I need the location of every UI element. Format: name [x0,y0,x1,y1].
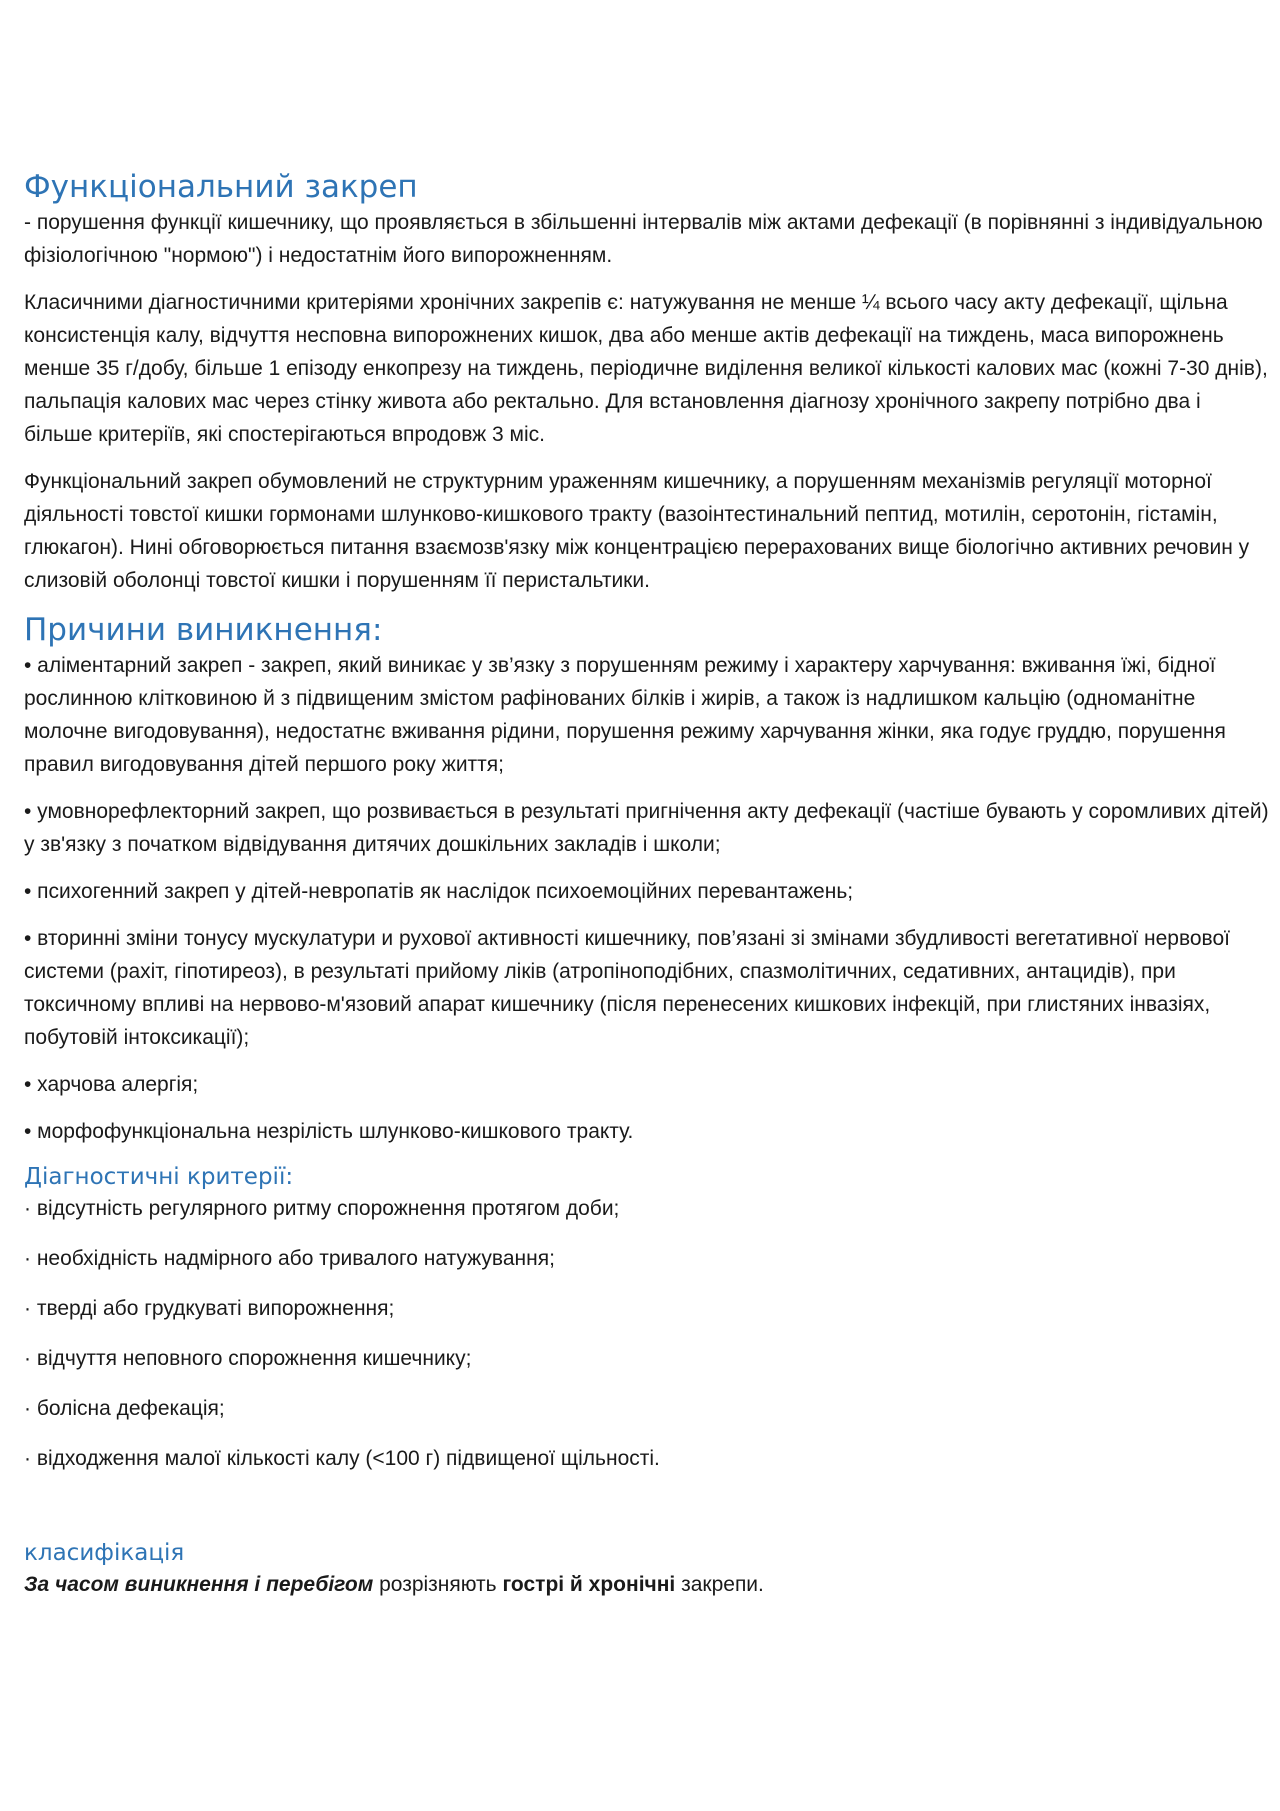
diagnostic-item: · необхідність надмірного або тривалого натужування; [24,1247,555,1270]
mechanism-paragraph: Функціональний закреп обумовлений не структурним ураженням кишечнику, а порушенням механізмів регуляції моторної діяльності товстої кишки гормонами шлунково-кишкового тракту (вазоінтестинальний пептид, мотилін, серотонін, гістамін, глюкагон). Нині обговорюється питання взаємозв'язку між концентрацією перерахованих вище біологічно активних речовин у слизовій оболонці товстої кишки і порушенням її перистальтики. [24,470,1250,592]
criteria-paragraph: Класичними діагностичними критеріями хронічних закрепів є: натужування не менше ¼ всього часу акту дефекації, щільна консистенція калу, відчуття несповна випорожнених кишок, два або менше актів дефекації на тиждень, маса випорожнень менше 35 г/добу, більше 1 епізоду енкопрезу на тиждень, періодичне виділення великої кількості калових мас (кожні 7-30 днів), пальпація калових мас через стінку живота або ректально. Для встановлення діагнозу хронічного закрепу потрібно два і більше критеріїв, які спостерігаються впродовж 3 міс. [24,291,1268,446]
diagnostic-item: · відчуття неповного спорожнення кишечнику; [24,1347,472,1370]
diagnostic-item: · відходження малої кількості калу (<100 г) підвищеної щільності. [24,1447,660,1470]
definition-paragraph: - порушення функції кишечнику, що проявляється в збільшенні інтервалів між актами дефекації (в порівнянні з індивідуальною фізіологічною "нормою") і недостатнім його випорожненням. [24,211,1263,267]
main-heading: Функціональний закреп [24,169,418,205]
classification-paragraph [24,1568,1274,1601]
classification-emphasis: гострі й хронічні [502,1573,676,1596]
causes-heading: Причини виникнення: [24,612,383,648]
classification-heading: класифікація [24,1540,185,1566]
classification-lead: За часом виникнення і перебігом [24,1573,374,1596]
cause-item: • психогенний закреп у дітей-невропатів як наслідок психоемоційних перевантажень; [24,880,854,903]
diagnostic-item: · відсутність регулярного ритму спорожнення протягом доби; [24,1197,620,1220]
spacer [24,1492,1274,1538]
diagnostic-item: · болісна дефекація; [24,1397,225,1420]
classification-tail: закрепи. [675,1573,764,1596]
cause-item: • аліментарний закреп - закреп, який виникає у зв’язку з порушенням режиму і характеру харчування: вживання їжі, бідної рослинною клітковиною й з підвищеним змістом рафінованих білків і жирів, а також із надлишком кальцію (одноманітне молочне вигодовування), недостатнє вживання рідини, порушення режиму харчування жінки, яка годує груддю, порушення правил вигодовування дітей першого року життя; [24,654,1226,776]
diagnostic-heading: Діагностичні критерії: [24,1164,294,1190]
cause-item: • вторинні зміни тонусу мускулатури и рухової активності кишечнику, пов’язані зі змінами збудливості вегетативної нервової системи (рахіт, гіпотиреоз), в результаті прийому ліків (атропіноподібних, спазмолітичних, седативних, антацидів), при токсичному впливі на нервово-м'язовий апарат кишечнику (після перенесених кишкових інфекцій, при глистяних інвазіях, побутовій інтоксикації); [24,927,1230,1049]
document-page [24,168,1274,1615]
diagnostic-item: · тверді або грудкуваті випорожнення; [24,1297,395,1320]
cause-item: • харчова алергія; [24,1073,199,1096]
cause-item: • морфофункціональна незрілість шлунково-кишкового тракту. [24,1120,634,1143]
classification-middle: розрізняють [373,1573,503,1596]
cause-item: • умовнорефлекторний закреп, що розвивається в результаті пригнічення акту дефекації (частіше бувають у соромливих дітей) у зв'язку з початком відвідування дитячих дошкільних закладів і школи; [24,800,1269,856]
